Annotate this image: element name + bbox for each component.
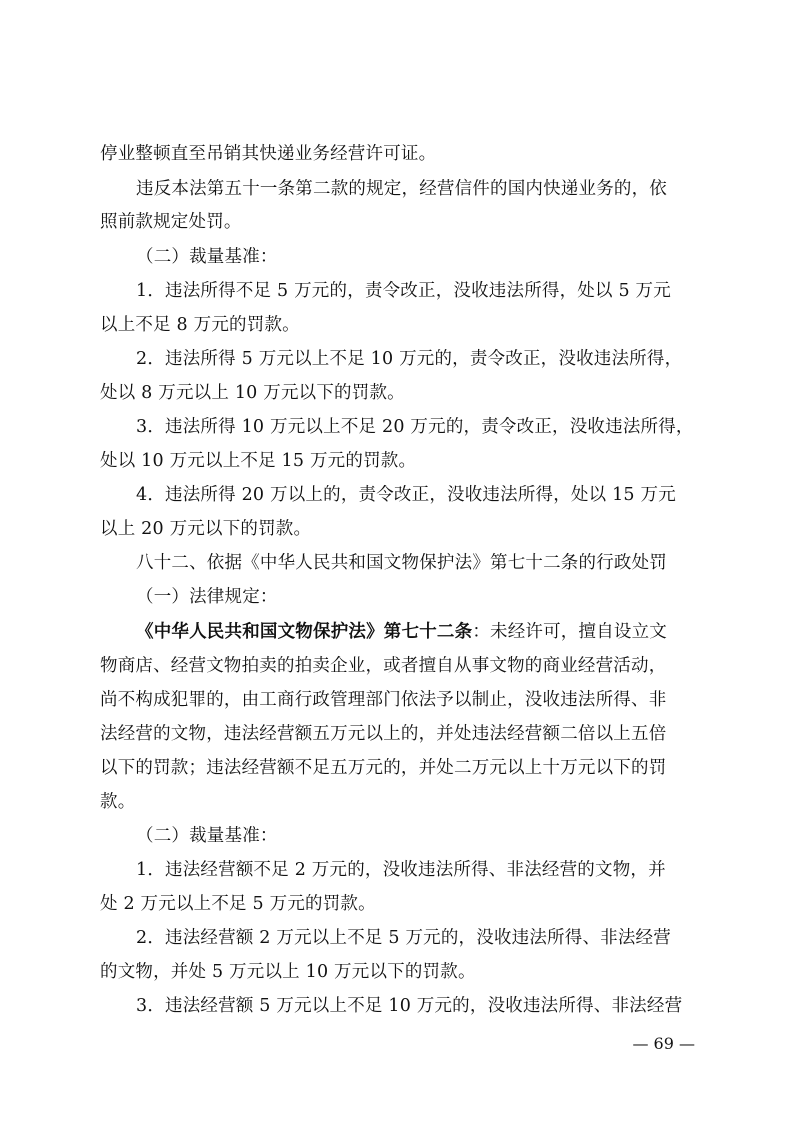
text-line: 违反本法第五十一条第二款的规定，经营信件的国内快递业务的，依 — [136, 179, 667, 199]
text-line: 1．违法经营额不足 2 万元的，没收违法所得、非法经营的文物，并 — [136, 860, 666, 880]
text-line: 处以 8 万元以上 10 万元以下的罚款。 — [100, 383, 405, 403]
text-line: 尚不构成犯罪的，由工商行政管理部门依法予以制止，没收违法所得、非 — [100, 690, 667, 710]
section-heading: （一）法律规定： — [136, 587, 278, 607]
text-line: 处 2 万元以上不足 5 万元的罚款。 — [100, 894, 376, 914]
text-line: 款。 — [100, 792, 136, 812]
section-heading: （二）裁量基准： — [136, 826, 278, 846]
page-number: — 69 — — [632, 1034, 695, 1053]
text-line: 照前款规定处罚。 — [100, 212, 242, 232]
text-line: 1．违法所得不足 5 万元的，责令改正，没收违法所得，处以 5 万元 — [136, 281, 671, 301]
law-citation-line — [136, 619, 732, 645]
article-heading: 八十二、依据《中华人民共和国文物保护法》第七十二条的行政处罚 — [136, 553, 667, 573]
text-line: 物商店、经营文物拍卖的拍卖企业，或者擅自从事文物的商业经营活动， — [100, 656, 667, 676]
text-line: 2．违法经营额 2 万元以上不足 5 万元的，没收违法所得、非法经营 — [136, 928, 671, 948]
law-article-text: ：未经许可，擅自设立文 — [472, 622, 668, 642]
text-line: 以上不足 8 万元的罚款。 — [100, 315, 300, 335]
text-line: 停业整顿直至吊销其快递业务经营许可证。 — [100, 144, 437, 164]
text-line: 3．违法经营额 5 万元以上不足 10 万元的，没收违法所得、非法经营 — [136, 996, 683, 1016]
text-line: 的文物，并处 5 万元以上 10 万元以下的罚款。 — [100, 962, 476, 982]
text-line: 2．违法所得 5 万元以上不足 10 万元的，责令改正，没收违法所得， — [136, 349, 683, 369]
text-line: 处以 10 万元以上不足 15 万元的罚款。 — [100, 451, 417, 471]
section-heading: （二）裁量基准： — [136, 247, 278, 267]
text-line: 以下的罚款；违法经营额不足五万元的，并处二万元以上十万元以下的罚 — [100, 758, 667, 778]
text-line: 3．违法所得 10 万元以上不足 20 万元的，责令改正，没收违法所得， — [136, 417, 694, 437]
text-line: 4．违法所得 20 万以上的，责令改正，没收违法所得，处以 15 万元 — [136, 485, 676, 505]
text-line: 法经营的文物，违法经营额五万元以上的，并处违法经营额二倍以上五倍 — [100, 724, 667, 744]
law-article-title: 《中华人民共和国文物保护法》第七十二条 — [136, 622, 473, 642]
text-line: 以上 20 万元以下的罚款。 — [100, 519, 312, 539]
